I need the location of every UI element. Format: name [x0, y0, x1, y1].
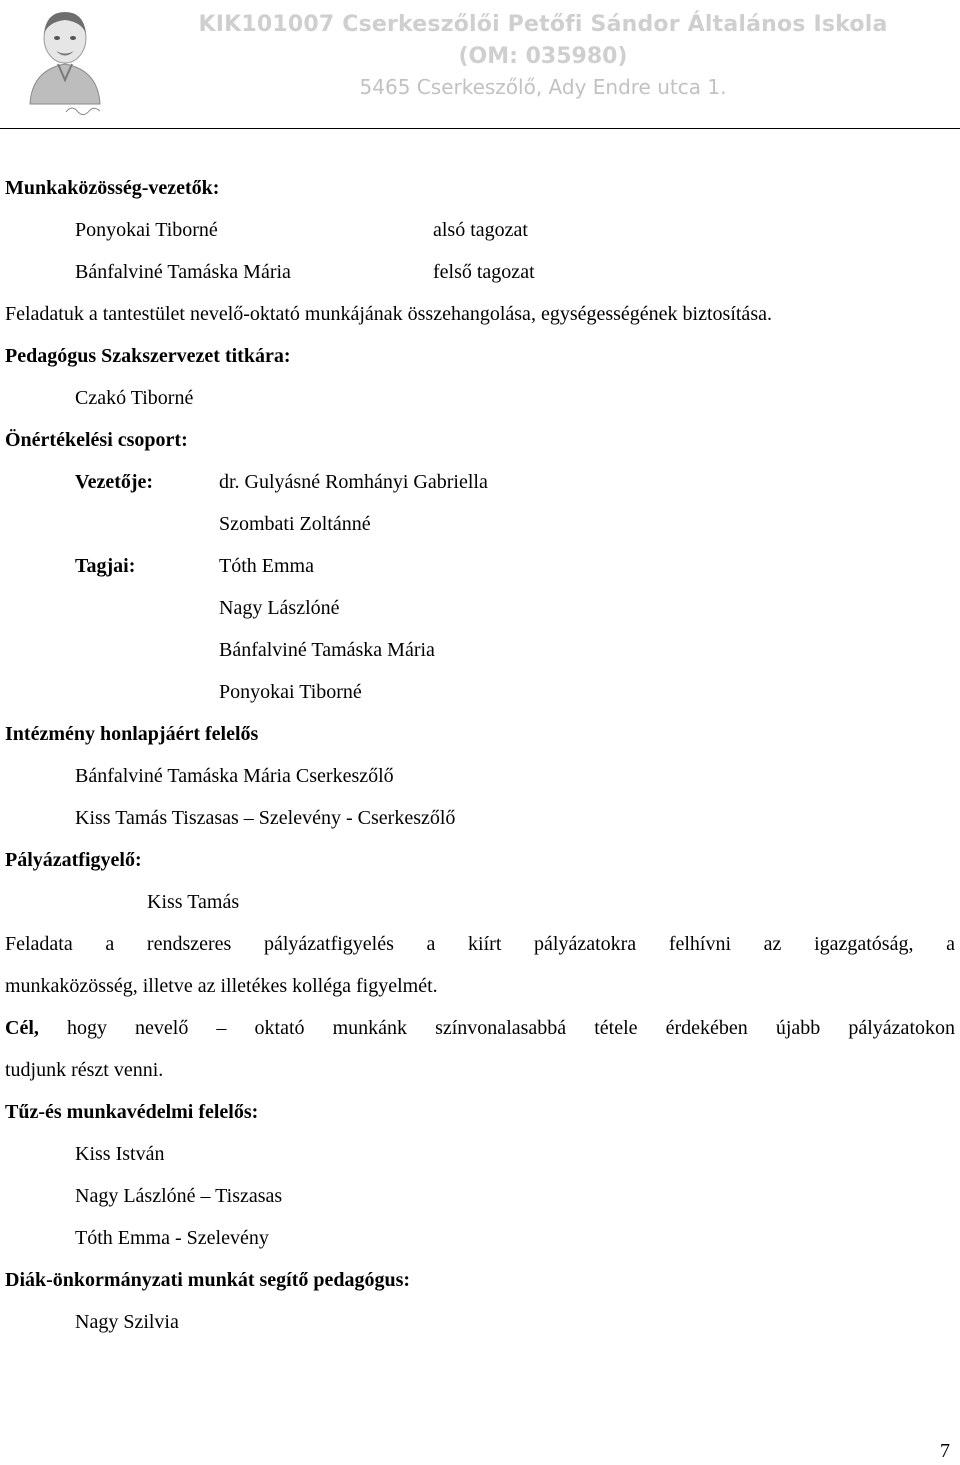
- member-name: Szombati Zoltánné: [219, 513, 371, 535]
- student-council-teacher: Nagy Szilvia: [75, 1311, 179, 1333]
- fire-safety-person: Kiss István: [75, 1143, 165, 1165]
- website-responsible: Kiss Tamás Tiszasas – Szelevény - Cserkeszőlő: [75, 807, 456, 829]
- leader-role: felső tagozat: [433, 261, 535, 283]
- goal-label: Cél,: [5, 1017, 39, 1039]
- leader-label: Vezetője:: [75, 471, 154, 493]
- leader-name: Bánfalviné Tamáska Mária: [75, 261, 291, 283]
- leader-name: Ponyokai Tiborné: [75, 219, 218, 241]
- petofi-portrait-icon: [22, 4, 108, 122]
- school-address: 5465 Cserkeszőlő, Ady Endre utca 1.: [359, 75, 727, 99]
- fire-safety-person: Tóth Emma - Szelevény: [75, 1227, 269, 1249]
- member-name: Tóth Emma: [219, 555, 314, 577]
- section-title-self-evaluation: Önértékelési csoport:: [5, 429, 188, 451]
- tender-task-line-1: Feladata a rendszeres pályázatfigyelés a kiírt pályázatokra felhívni az igazgatóság, a: [5, 933, 955, 955]
- page-number: 7: [940, 1440, 950, 1462]
- section-title-fire-safety: Tűz-és munkavédelmi felelős:: [5, 1101, 259, 1123]
- tender-goal-line-1: [5, 1015, 955, 1041]
- member-name: Nagy Lászlóné: [219, 597, 340, 619]
- section-title-community-leaders: Munkaközösség-vezetők:: [5, 177, 220, 199]
- union-secretary-name: Czakó Tiborné: [75, 387, 194, 409]
- school-name: KIK101007 Cserkeszőlői Petőfi Sándor Általános Iskola: [198, 12, 888, 37]
- header-divider: [0, 128, 960, 129]
- member-name: Ponyokai Tiborné: [219, 681, 362, 703]
- tender-task-line-2: munkaközösség, illetve az illetékes kolléga figyelmét.: [5, 975, 438, 997]
- section-title-union-secretary: Pedagógus Szakszervezet titkára:: [5, 345, 291, 367]
- fire-safety-person: Nagy Lászlóné – Tiszasas: [75, 1185, 283, 1207]
- section-title-student-council: Diák-önkormányzati munkát segítő pedagógus:: [5, 1269, 411, 1291]
- section-title-tender-monitor: Pályázatfigyelő:: [5, 849, 142, 871]
- school-om-code: (OM: 035980): [458, 44, 628, 69]
- member-name: Bánfalviné Tamáska Mária: [219, 639, 435, 661]
- website-responsible: Bánfalviné Tamáska Mária Cserkeszőlő: [75, 765, 394, 787]
- goal-text: hogy nevelő – oktató munkánk színvonalasabbá tétele érdekében újabb pályázatokon: [38, 1017, 955, 1039]
- page-header: [0, 0, 960, 128]
- members-label: Tagjai:: [75, 555, 136, 577]
- tender-monitor-name: Kiss Tamás: [147, 891, 240, 913]
- group-leader-name: dr. Gulyásné Romhányi Gabriella: [219, 471, 488, 493]
- section-title-website: Intézmény honlapjáért felelős: [5, 723, 259, 745]
- leader-role: alsó tagozat: [433, 219, 528, 241]
- leaders-task-text: Feladatuk a tantestület nevelő-oktató munkájának összehangolása, egységességének biztosítása.: [5, 303, 772, 325]
- tender-goal-line-2: tudjunk részt venni.: [5, 1059, 164, 1081]
- school-header: [126, 8, 960, 102]
